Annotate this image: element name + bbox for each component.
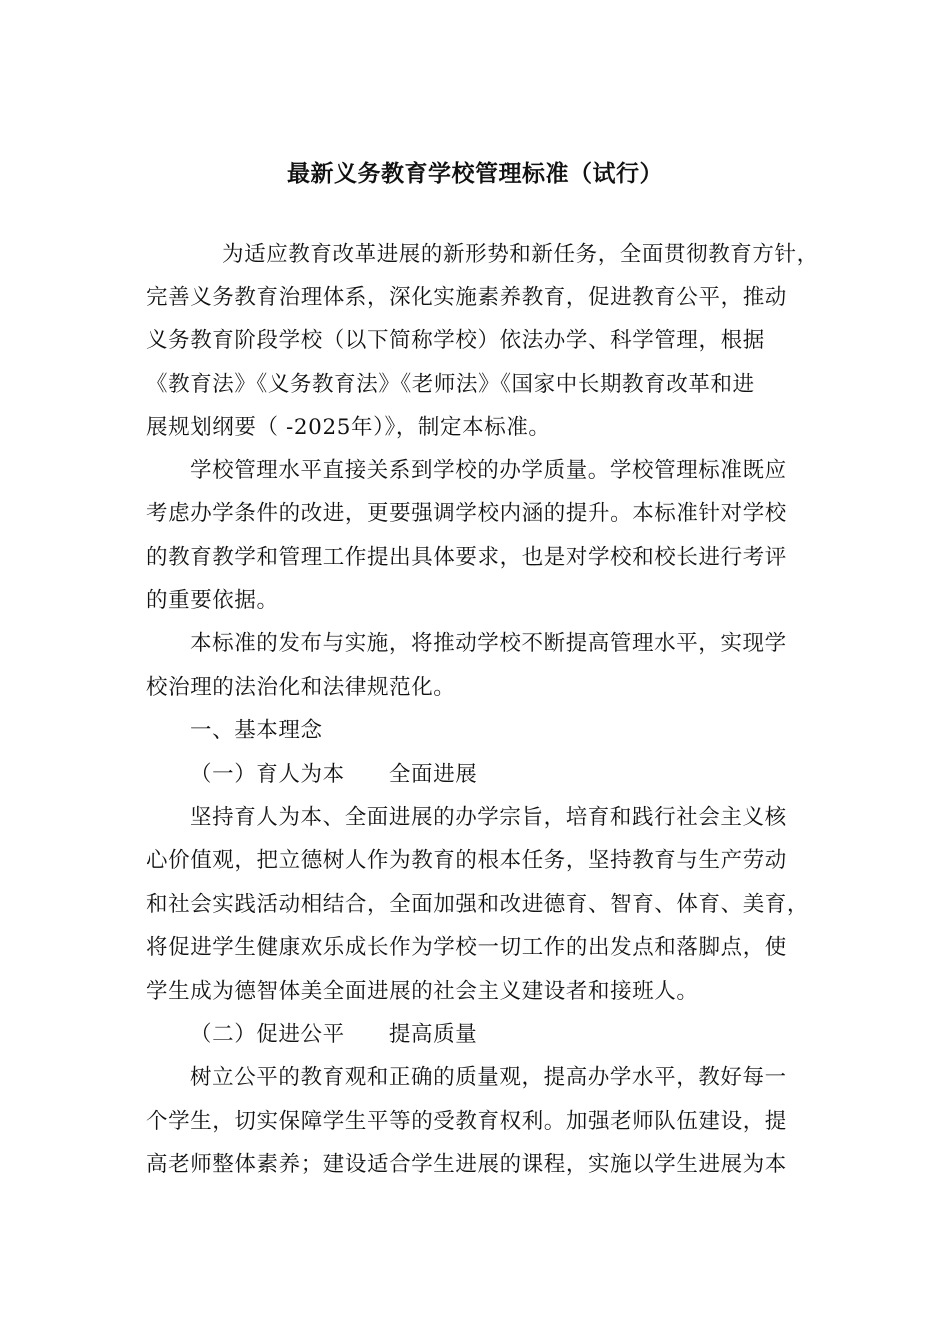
paragraph-line: 高老师整体素养；建设适合学生进展的课程，实施以学生进展为本 — [146, 1152, 787, 1177]
paragraph-line: 学生成为德智体美全面进展的社会主义建设者和接班人。 — [146, 979, 699, 1004]
paragraph-line: 考虑办学条件的改进，更要强调学校内涵的提升。本标准针对学校 — [146, 501, 787, 526]
paragraph-line: 展规划纲要（ -2025年）》，制定本标准。 — [146, 415, 551, 440]
paragraph-line: 的重要依据。 — [146, 588, 279, 613]
paragraph-line: 校治理的法治化和法律规范化。 — [146, 675, 456, 700]
paragraph-line: 完善义务教育治理体系，深化实施素养教育，促进教育公平，推动 — [146, 285, 787, 310]
paragraph-line: 《教育法》《义务教育法》《老师法》《国家中长期教育改革和进 — [146, 372, 755, 397]
paragraph-line: 义务教育阶段学校（以下简称学校）依法办学、科学管理，根据 — [146, 328, 765, 353]
paragraph-line: 和社会实践活动相结合，全面加强和改进德育、智育、体育、美育， — [146, 892, 810, 917]
section-heading: 一、基本理念 — [190, 718, 323, 743]
paragraph-line: 学校管理水平直接关系到学校的办学质量。学校管理标准既应 — [190, 458, 787, 483]
document-title: 最新义务教育学校管理标准（试行） — [287, 161, 663, 187]
paragraph-line: 本标准的发布与实施，将推动学校不断提高管理水平，实现学 — [190, 631, 787, 656]
paragraph-line: 个学生，切实保障学生平等的受教育权利。加强老师队伍建设，提 — [146, 1109, 787, 1134]
paragraph-line: 的教育教学和管理工作提出具体要求，也是对学校和校长进行考评 — [146, 545, 787, 570]
paragraph-line: 心价值观，把立德树人作为教育的根本任务，坚持教育与生产劳动 — [146, 848, 787, 873]
subsection-heading: （一）育人为本 全面进展 — [190, 762, 478, 787]
paragraph-line: 坚持育人为本、全面进展的办学宗旨，培育和践行社会主义核 — [190, 805, 787, 830]
paragraph-line: 为适应教育改革进展的新形势和新任务，全面贯彻教育方针， — [222, 242, 819, 267]
paragraph-line: 树立公平的教育观和正确的质量观，提高办学水平，教好每一 — [190, 1065, 787, 1090]
subsection-heading: （二）促进公平 提高质量 — [190, 1022, 478, 1047]
paragraph-line: 将促进学生健康欢乐成长作为学校一切工作的出发点和落脚点，使 — [146, 935, 787, 960]
